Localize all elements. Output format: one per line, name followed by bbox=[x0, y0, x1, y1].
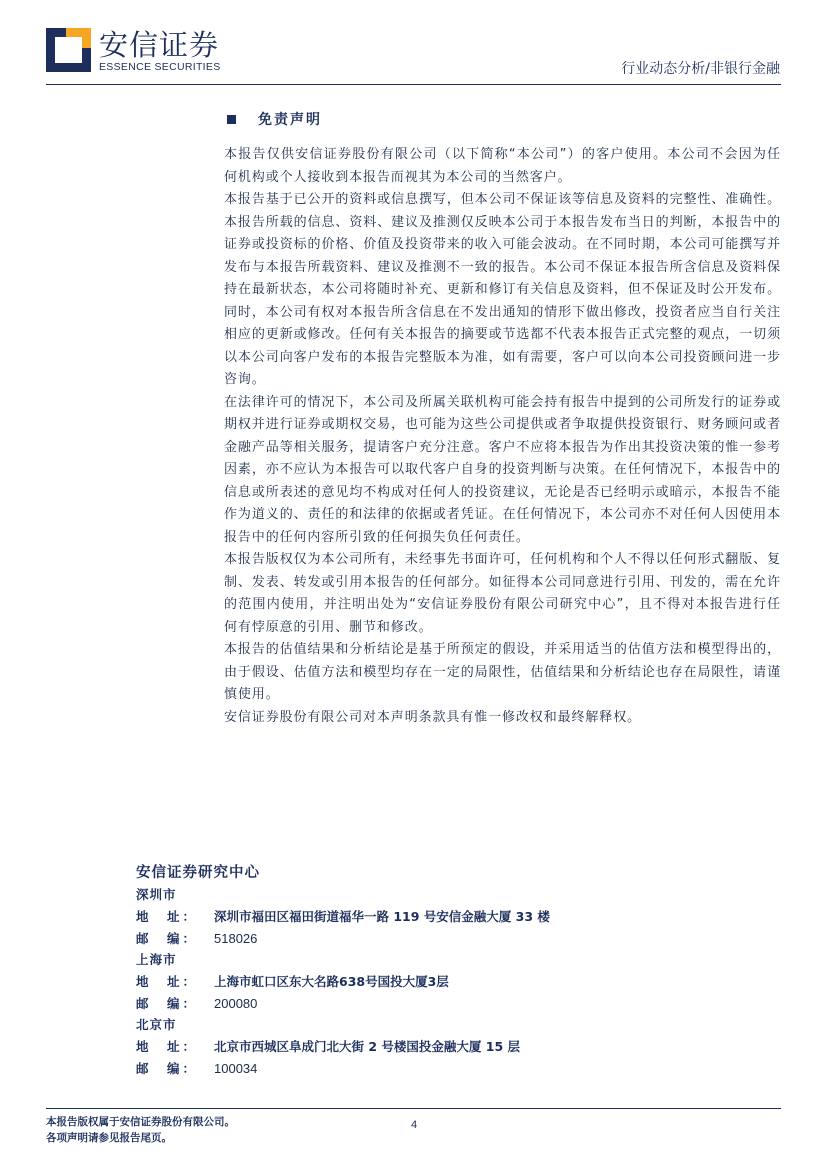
city-name: 上海市 bbox=[136, 952, 177, 967]
disclaimer-paragraph: 在法律许可的情况下，本公司及所属关联机构可能会持有报告中提到的公司所发行的证券或期权并进行证券或期权交易，也可能为这些公司提供或者争取提供投资银行、财务顾问或者金融产品等相关服务，提请客户充分注意。客户不应将本报告为作出其投资决策的惟一参考因素，亦不应认为本报告可以取代客户自身的投资判断与决策。在任何情况下，本报告中的信息或所表述的意见均不构成对任何人的投资建议，无论是否已经明示或暗示，本报告不能作为道义的、责任的和法律的依据或者凭证。在任何情况下，本公司亦不对任何人因使用本报告中的任何内容所引致的任何损失负任何责任。 bbox=[224, 394, 781, 545]
address-row bbox=[136, 1037, 636, 1057]
disclaimer-paragraph: 本报告的估值结果和分析结论是基于所预定的假设，并采用适当的估值方法和模型得出的，由于假设、估值方法和模型均存在一定的局限性，估值结果和分析结论也存在局限性，请谨慎使用。 bbox=[224, 642, 781, 702]
disclaimer-body bbox=[224, 144, 781, 729]
address-label: 地 址： bbox=[136, 974, 199, 989]
disclaimer-paragraph: 安信证券股份有限公司对本声明条款具有惟一修改权和最终解释权。 bbox=[224, 709, 642, 725]
logo-english-name: ESSENCE SECURITIES bbox=[99, 61, 221, 73]
city-name: 深圳市 bbox=[136, 887, 177, 902]
postcode-value: 100034 bbox=[214, 1061, 258, 1076]
postcode-row bbox=[136, 994, 636, 1014]
postcode-value: 518026 bbox=[214, 931, 258, 946]
section-bullet-icon bbox=[227, 115, 236, 124]
address-label: 地 址： bbox=[136, 1039, 199, 1054]
postcode-value: 200080 bbox=[214, 996, 258, 1011]
postcode-label: 邮 编： bbox=[136, 1061, 199, 1076]
address-value: 北京市西城区阜成门北大街 2 号楼国投金融大厦 15 层 bbox=[214, 1039, 521, 1054]
postcode-label: 邮 编： bbox=[136, 996, 199, 1011]
footer-notice bbox=[46, 1114, 235, 1146]
section-title: 免责声明 bbox=[258, 112, 322, 128]
page-number: 4 bbox=[410, 1119, 418, 1131]
disclaimer-paragraph: 本报告基于已公开的资料或信息撰写，但本公司不保证该等信息及资料的完整性、准确性。本报告所载的信息、资料、建议及推测仅反映本公司于本报告发布当日的判断，本报告中的证券或投资标的价格、价值及投资带来的收入可能会波动。在不同时期，本公司可能撰写并发布与本报告所载资料、建议及推测不一致的报告。本公司不保证本报告所含信息及资料保持在最新状态，本公司将随时补充、更新和修订有关信息及资料，但不保证及时公开发布。同时，本公司有权对本报告所含信息在不发出通知的情形下做出修改，投资者应当自行关注相应的更新或修改。任何有关本报告的摘要或节选都不代表本报告正式完整的观点，一切须以本公司向客户发布的本报告完整版本为准，如有需要，客户可以向本公司投资顾问进一步咨询。 bbox=[224, 192, 781, 387]
disclaimer-paragraph: 本报告仅供安信证券股份有限公司（以下简称“本公司”）的客户使用。本公司不会因为任何机构或个人接收到本报告而视其为本公司的当然客户。 bbox=[224, 147, 781, 185]
research-center-contact bbox=[136, 862, 636, 1079]
address-row bbox=[136, 972, 636, 992]
postcode-row bbox=[136, 929, 636, 949]
postcode-row bbox=[136, 1059, 636, 1079]
address-label: 地 址： bbox=[136, 909, 199, 924]
header-divider bbox=[46, 84, 781, 85]
address-value: 上海市虹口区东大名路638号国投大厦3层 bbox=[214, 974, 449, 989]
disclaimer-paragraph: 本报告版权仅为本公司所有，未经事先书面许可，任何机构和个人不得以任何形式翻版、复制、发表、转发或引用本报告的任何部分。如征得本公司同意进行引用、刊发的，需在允许的范围内使用，并注明出处为“安信证券股份有限公司研究中心”，且不得对本报告进行任何有悖原意的引用、删节和修改。 bbox=[224, 552, 781, 635]
contact-title: 安信证券研究中心 bbox=[136, 865, 260, 881]
city-name: 北京市 bbox=[136, 1017, 177, 1032]
footer-copyright: 本报告版权属于安信证券股份有限公司。 bbox=[46, 1116, 235, 1128]
logo-chinese-name: 安信证券 bbox=[99, 28, 220, 62]
postcode-label: 邮 编： bbox=[136, 931, 199, 946]
footer-divider bbox=[46, 1108, 781, 1109]
footer-statement-note: 各项声明请参见报告尾页。 bbox=[46, 1132, 172, 1144]
report-category: 行业动态分析/非银行金融 bbox=[621, 61, 780, 77]
address-value: 深圳市福田区福田街道福华一路 119 号安信金融大厦 33 楼 bbox=[214, 909, 550, 924]
essence-logo-icon bbox=[46, 28, 91, 72]
address-row bbox=[136, 907, 636, 927]
